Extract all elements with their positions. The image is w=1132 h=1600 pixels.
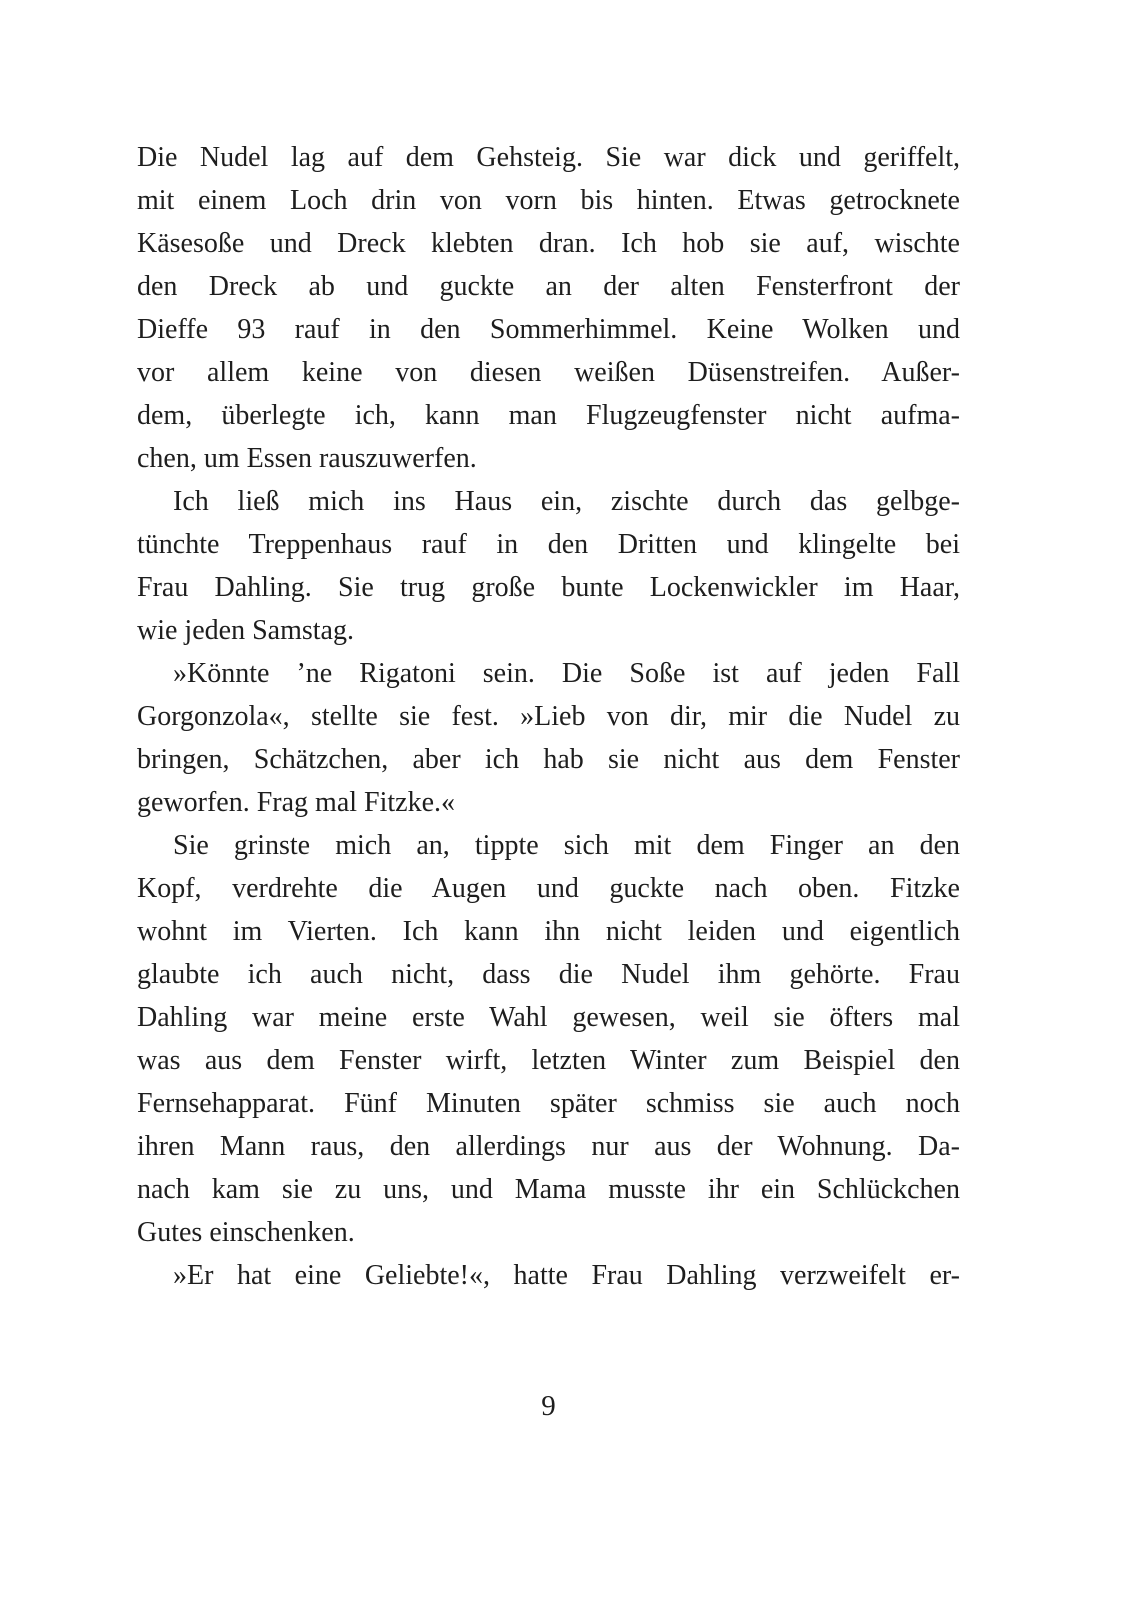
- paragraph: [137, 824, 960, 1254]
- text-line: Sie grinste mich an, tippte sich mit dem Finger an den: [173, 830, 960, 861]
- text-line: Ich ließ mich ins Haus ein, zischte durch das gelbge-: [173, 486, 960, 517]
- text-line: wohnt im Vierten. Ich kann ihn nicht leiden und eigentlich: [137, 916, 960, 947]
- paragraph: [137, 480, 960, 652]
- text-line: Fernsehapparat. Fünf Minuten später schmiss sie auch noch: [137, 1088, 960, 1119]
- text-line: Kopf, verdrehte die Augen und guckte nach oben. Fitzke: [137, 873, 960, 904]
- text-line: »Er hat eine Geliebte!«, hatte Frau Dahling verzweifelt er-: [173, 1260, 960, 1291]
- text-line: Gutes einschenken.: [137, 1217, 355, 1248]
- text-line: nach kam sie zu uns, und Mama musste ihr ein Schlückchen: [137, 1174, 960, 1205]
- page-number: 9: [541, 1390, 556, 1422]
- text-line: was aus dem Fenster wirft, letzten Winter zum Beispiel den: [137, 1045, 960, 1076]
- text-line: tünchte Treppenhaus rauf in den Dritten und klingelte bei: [137, 529, 960, 560]
- text-line: glaubte ich auch nicht, dass die Nudel ihm gehörte. Frau: [137, 959, 960, 990]
- text-line: Gorgonzola«, stellte sie fest. »Lieb von dir, mir die Nudel zu: [137, 701, 960, 732]
- text-line: mit einem Loch drin von vorn bis hinten. Etwas getrocknete: [137, 185, 960, 216]
- text-line: geworfen. Frag mal Fitzke.«: [137, 787, 456, 818]
- text-line: chen, um Essen rauszuwerfen.: [137, 443, 477, 474]
- text-line: Käsesoße und Dreck klebten dran. Ich hob sie auf, wischte: [137, 228, 960, 259]
- text-line: bringen, Schätzchen, aber ich hab sie nicht aus dem Fenster: [137, 744, 960, 775]
- text-line: Dieffe 93 rauf in den Sommerhimmel. Keine Wolken und: [137, 314, 960, 345]
- paragraph: [137, 136, 960, 480]
- paragraph: [137, 1254, 960, 1297]
- text-line: Die Nudel lag auf dem Gehsteig. Sie war dick und geriffelt,: [137, 142, 960, 173]
- text-line: den Dreck ab und guckte an der alten Fensterfront der: [137, 271, 960, 302]
- text-line: wie jeden Samstag.: [137, 615, 354, 646]
- text-line: vor allem keine von diesen weißen Düsenstreifen. Außer-: [137, 357, 960, 388]
- text-line: Dahling war meine erste Wahl gewesen, weil sie öfters mal: [137, 1002, 960, 1033]
- text-line: ihren Mann raus, den allerdings nur aus der Wohnung. Da-: [137, 1131, 960, 1162]
- text-line: »Könnte ’ne Rigatoni sein. Die Soße ist auf jeden Fall: [173, 658, 960, 689]
- text-line: Frau Dahling. Sie trug große bunte Lockenwickler im Haar,: [137, 572, 960, 603]
- text-line: dem, überlegte ich, kann man Flugzeugfenster nicht aufma-: [137, 400, 960, 431]
- paragraph: [137, 652, 960, 824]
- text-block: [137, 136, 960, 1297]
